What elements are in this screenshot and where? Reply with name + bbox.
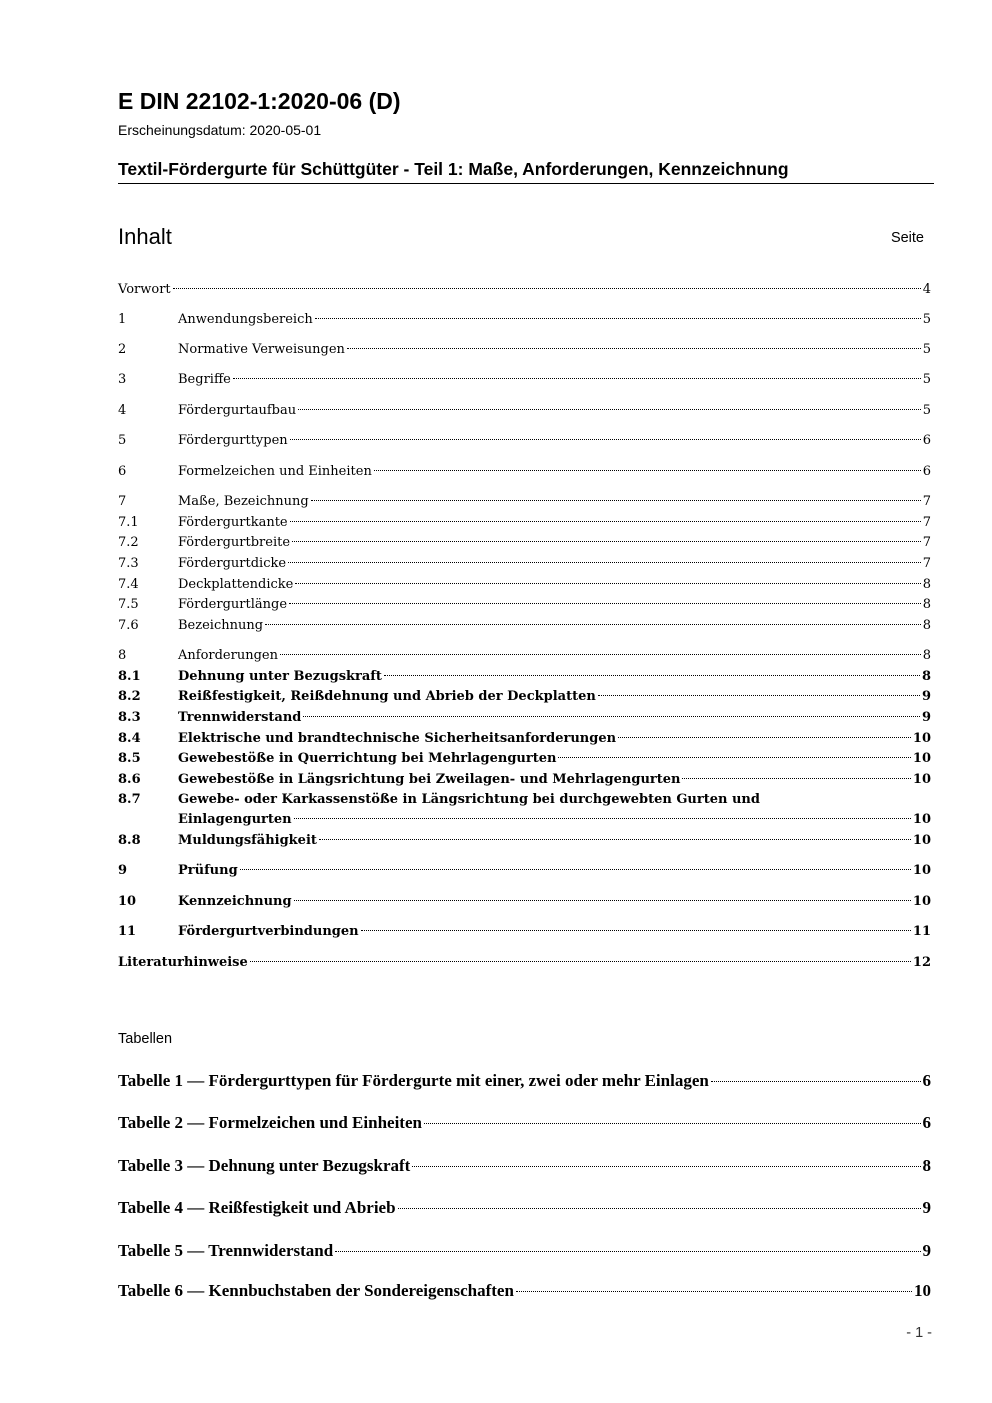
toc-entry-number: 7.6 [118,618,139,633]
toc-entry[interactable] [118,953,931,973]
toc-entry-text: Trennwiderstand [178,710,302,725]
toc-entry[interactable] [118,922,931,942]
toc-entry-number: 8.3 [118,710,141,725]
toc-entry-number: 7.2 [118,535,139,550]
leader-dots [398,1208,921,1209]
toc-entry-text: Formelzeichen und Einheiten [178,464,372,479]
toc-entry-text: Anwendungsbereich [178,312,313,327]
toc-entry-text: Fördergurtlänge [178,597,288,612]
leader-dots [288,562,921,563]
toc-entry-number: 1 [118,312,127,327]
leader-dots [303,716,920,717]
toc-entry[interactable] [118,370,931,390]
toc-entry-number: 7.4 [118,577,139,592]
toc-entry-page: 6 [922,433,931,448]
toc-entry-number: 8 [118,648,127,663]
leader-dots [516,1291,912,1292]
toc-entry[interactable] [118,554,931,574]
toc-entry-page: 10 [912,812,931,827]
leader-dots [315,318,921,319]
leader-dots [558,757,910,758]
table-entry-text: Tabelle 2 — Formelzeichen und Einheiten [118,1113,422,1132]
leader-dots [250,961,911,962]
leader-dots [265,624,921,625]
leader-dots [618,737,911,738]
table-entry-text: Tabelle 4 — Reißfestigkeit und Abrieb [118,1198,396,1217]
leader-dots [289,603,921,604]
toc-entry-number: 8.1 [118,669,141,684]
toc-entry[interactable] [118,892,931,912]
toc-entry[interactable] [118,790,931,830]
table-entry-page: 8 [922,1156,931,1175]
leader-dots [711,1081,921,1082]
leader-dots [290,439,921,440]
leader-dots [298,409,921,410]
toc-entry-number: 9 [118,863,128,878]
toc-entry[interactable] [118,492,931,512]
leader-dots [173,288,921,289]
leader-dots [335,1251,920,1252]
toc-entry-page: 8 [921,669,931,684]
toc-entry-page: 5 [922,312,931,327]
toc-entry-text: Dehnung unter Bezugskraft [178,669,382,684]
toc-entry-text: Gewebestöße in Querrichtung bei Mehrlagengurten [178,751,557,766]
toc-entry-text: Prüfung [178,863,238,878]
toc-entry[interactable] [118,595,931,615]
leader-dots [598,695,920,696]
leader-dots [361,930,911,931]
toc-entry-page: 10 [912,731,931,746]
toc-entry-page: 5 [922,372,931,387]
toc-entry-page: 8 [922,597,931,612]
document-id: E DIN 22102-1:2020-06 (D) [118,88,401,114]
table-entry-page: 9 [922,1241,931,1260]
toc-entry-page: 9 [921,710,931,725]
toc-entry-number: 7.1 [118,515,139,530]
leader-dots [233,378,921,379]
page-number: - 1 - [906,1325,932,1341]
toc-page-label: Seite [890,230,924,246]
toc-entry[interactable] [118,831,931,851]
toc-entry-text-continued: Einlagengurten [178,812,292,827]
toc-entry-text: Normative Verweisungen [178,342,345,357]
toc-entry-text: Elektrische und brandtechnische Sicherheitsanforderungen [178,731,617,746]
toc-entry-text: Gewebestöße in Längsrichtung bei Zweilagen- und Mehrlagengurten [178,772,681,787]
toc-entry[interactable] [118,749,931,769]
leader-dots [424,1123,921,1124]
toc-entry[interactable] [118,533,931,553]
toc-entry-number: 4 [118,403,127,418]
toc-entry-number: 11 [118,924,137,939]
table-entry-text: Tabelle 5 — Trennwiderstand [118,1241,334,1260]
toc-entry-text: Literaturhinweise [118,955,248,970]
toc-entry[interactable] [118,575,931,595]
toc-entry-page: 8 [922,577,931,592]
toc-entry-number: 3 [118,372,127,387]
toc-entry[interactable] [118,401,931,421]
toc-entry-text: Begriffe [178,372,231,387]
table-entry-page: 6 [922,1113,931,1132]
toc-entry-page: 7 [922,494,931,509]
toc-entry[interactable] [118,513,931,533]
toc-entry-page: 12 [912,955,931,970]
toc-entry-number: 6 [118,464,127,479]
toc-entry-page: 10 [912,863,931,878]
toc-entry-text: Anforderungen [178,648,278,663]
toc-entry[interactable] [118,770,931,790]
leader-dots [292,541,921,542]
toc-entry[interactable] [118,310,931,330]
table-entry-text: Tabelle 6 — Kennbuchstaben der Sondereigenschaften [118,1281,514,1300]
toc-entry-text: Vorwort [118,282,171,297]
toc-entry-page: 8 [922,618,931,633]
toc-entry-text: Fördergurtkante [178,515,288,530]
toc-entry-page: 10 [912,772,931,787]
table-list-entry[interactable] [118,1112,931,1134]
toc-entry-text: Fördergurtbreite [178,535,291,550]
toc-entry[interactable] [118,687,931,707]
toc-entry-number: 8.4 [118,731,141,746]
table-list-entry[interactable] [118,1070,931,1092]
table-entry-page: 9 [922,1198,931,1217]
table-list-entry[interactable] [118,1240,931,1262]
toc-entry[interactable] [118,708,931,728]
toc-entry-page: 10 [912,833,931,848]
toc-entry-text: Kennzeichnung [178,894,292,909]
toc-entry-page: 10 [912,894,931,909]
leader-dots [294,818,911,819]
toc-entry[interactable] [118,462,931,482]
toc-entry-page: 7 [922,556,931,571]
leader-dots [374,470,921,471]
toc-entry-page: 5 [922,403,931,418]
toc-entry-text: Bezeichnung [178,618,264,633]
leader-dots [295,583,920,584]
toc-entry-number: 8.6 [118,772,141,787]
toc-entry[interactable] [118,280,931,300]
toc-entry-number: 10 [118,894,137,909]
leader-dots [319,839,911,840]
toc-entry-number: 7 [118,494,127,509]
toc-entry-text: Maße, Bezeichnung [178,494,309,509]
toc-entry-text: Gewebe- oder Karkassenstöße in Längsrichtung bei durchgewebten Gurten und [178,792,760,807]
toc-entry-page: 7 [922,535,931,550]
table-list-entry[interactable] [118,1280,931,1302]
toc-entry-text: Fördergurttypen [178,433,288,448]
toc-entry-page: 7 [922,515,931,530]
tables-heading: Tabellen [118,1031,173,1047]
toc-entry[interactable] [118,729,931,749]
toc-entry[interactable] [118,431,931,451]
toc-entry-text: Deckplattendicke [178,577,294,592]
toc-entry-number: 8.7 [118,792,141,807]
leader-dots [240,869,911,870]
table-entry-page: 6 [922,1071,931,1090]
leader-dots [347,348,921,349]
toc-entry-text: Fördergurtdicke [178,556,287,571]
toc-entry-number: 8.2 [118,689,141,704]
toc-entry-page: 4 [922,282,931,297]
leader-dots [290,521,921,522]
toc-heading: Inhalt [118,224,172,249]
toc-entry-text: Muldungsfähigkeit [178,833,317,848]
leader-dots [384,675,920,676]
toc-entry-text: Fördergurtaufbau [178,403,297,418]
toc-entry-text: Reißfestigkeit, Reißdehnung und Abrieb der Deckplatten [178,689,596,704]
leader-dots [412,1166,920,1167]
leader-dots [311,500,921,501]
document-title: Textil-Fördergurte für Schüttgüter - Teil 1: Maße, Anforderungen, Kennzeichnung [118,159,934,184]
toc-entry[interactable] [118,340,931,360]
toc-entry-number: 2 [118,342,127,357]
toc-entry-number: 8.5 [118,751,141,766]
toc-entry-page: 9 [921,689,931,704]
toc-entry-number: 7.3 [118,556,139,571]
toc-entry-number: 8.8 [118,833,141,848]
toc-entry[interactable] [118,646,931,666]
table-entry-text: Tabelle 3 — Dehnung unter Bezugskraft [118,1156,411,1175]
toc-entry-text: Fördergurtverbindungen [178,924,359,939]
toc-entry-page: 11 [912,924,931,939]
toc-entry[interactable] [118,616,931,636]
table-entry-text: Tabelle 1 — Fördergurttypen für Fördergurte mit einer, zwei oder mehr Einlagen [118,1071,709,1090]
publication-date: Erscheinungsdatum: 2020-05-01 [118,122,322,138]
toc-entry-number: 5 [118,433,127,448]
leader-dots [682,778,910,779]
toc-entry-page: 8 [922,648,931,663]
toc-entry-page: 10 [912,751,931,766]
toc-entry[interactable] [118,667,931,687]
leader-dots [280,654,921,655]
table-list-entry[interactable] [118,1155,931,1177]
table-entry-page: 10 [914,1281,931,1300]
table-list-entry[interactable] [118,1197,931,1219]
toc-entry[interactable] [118,861,931,881]
toc-entry-page: 6 [922,464,931,479]
toc-entry-number: 7.5 [118,597,139,612]
toc-entry-page: 5 [922,342,931,357]
leader-dots [294,900,911,901]
